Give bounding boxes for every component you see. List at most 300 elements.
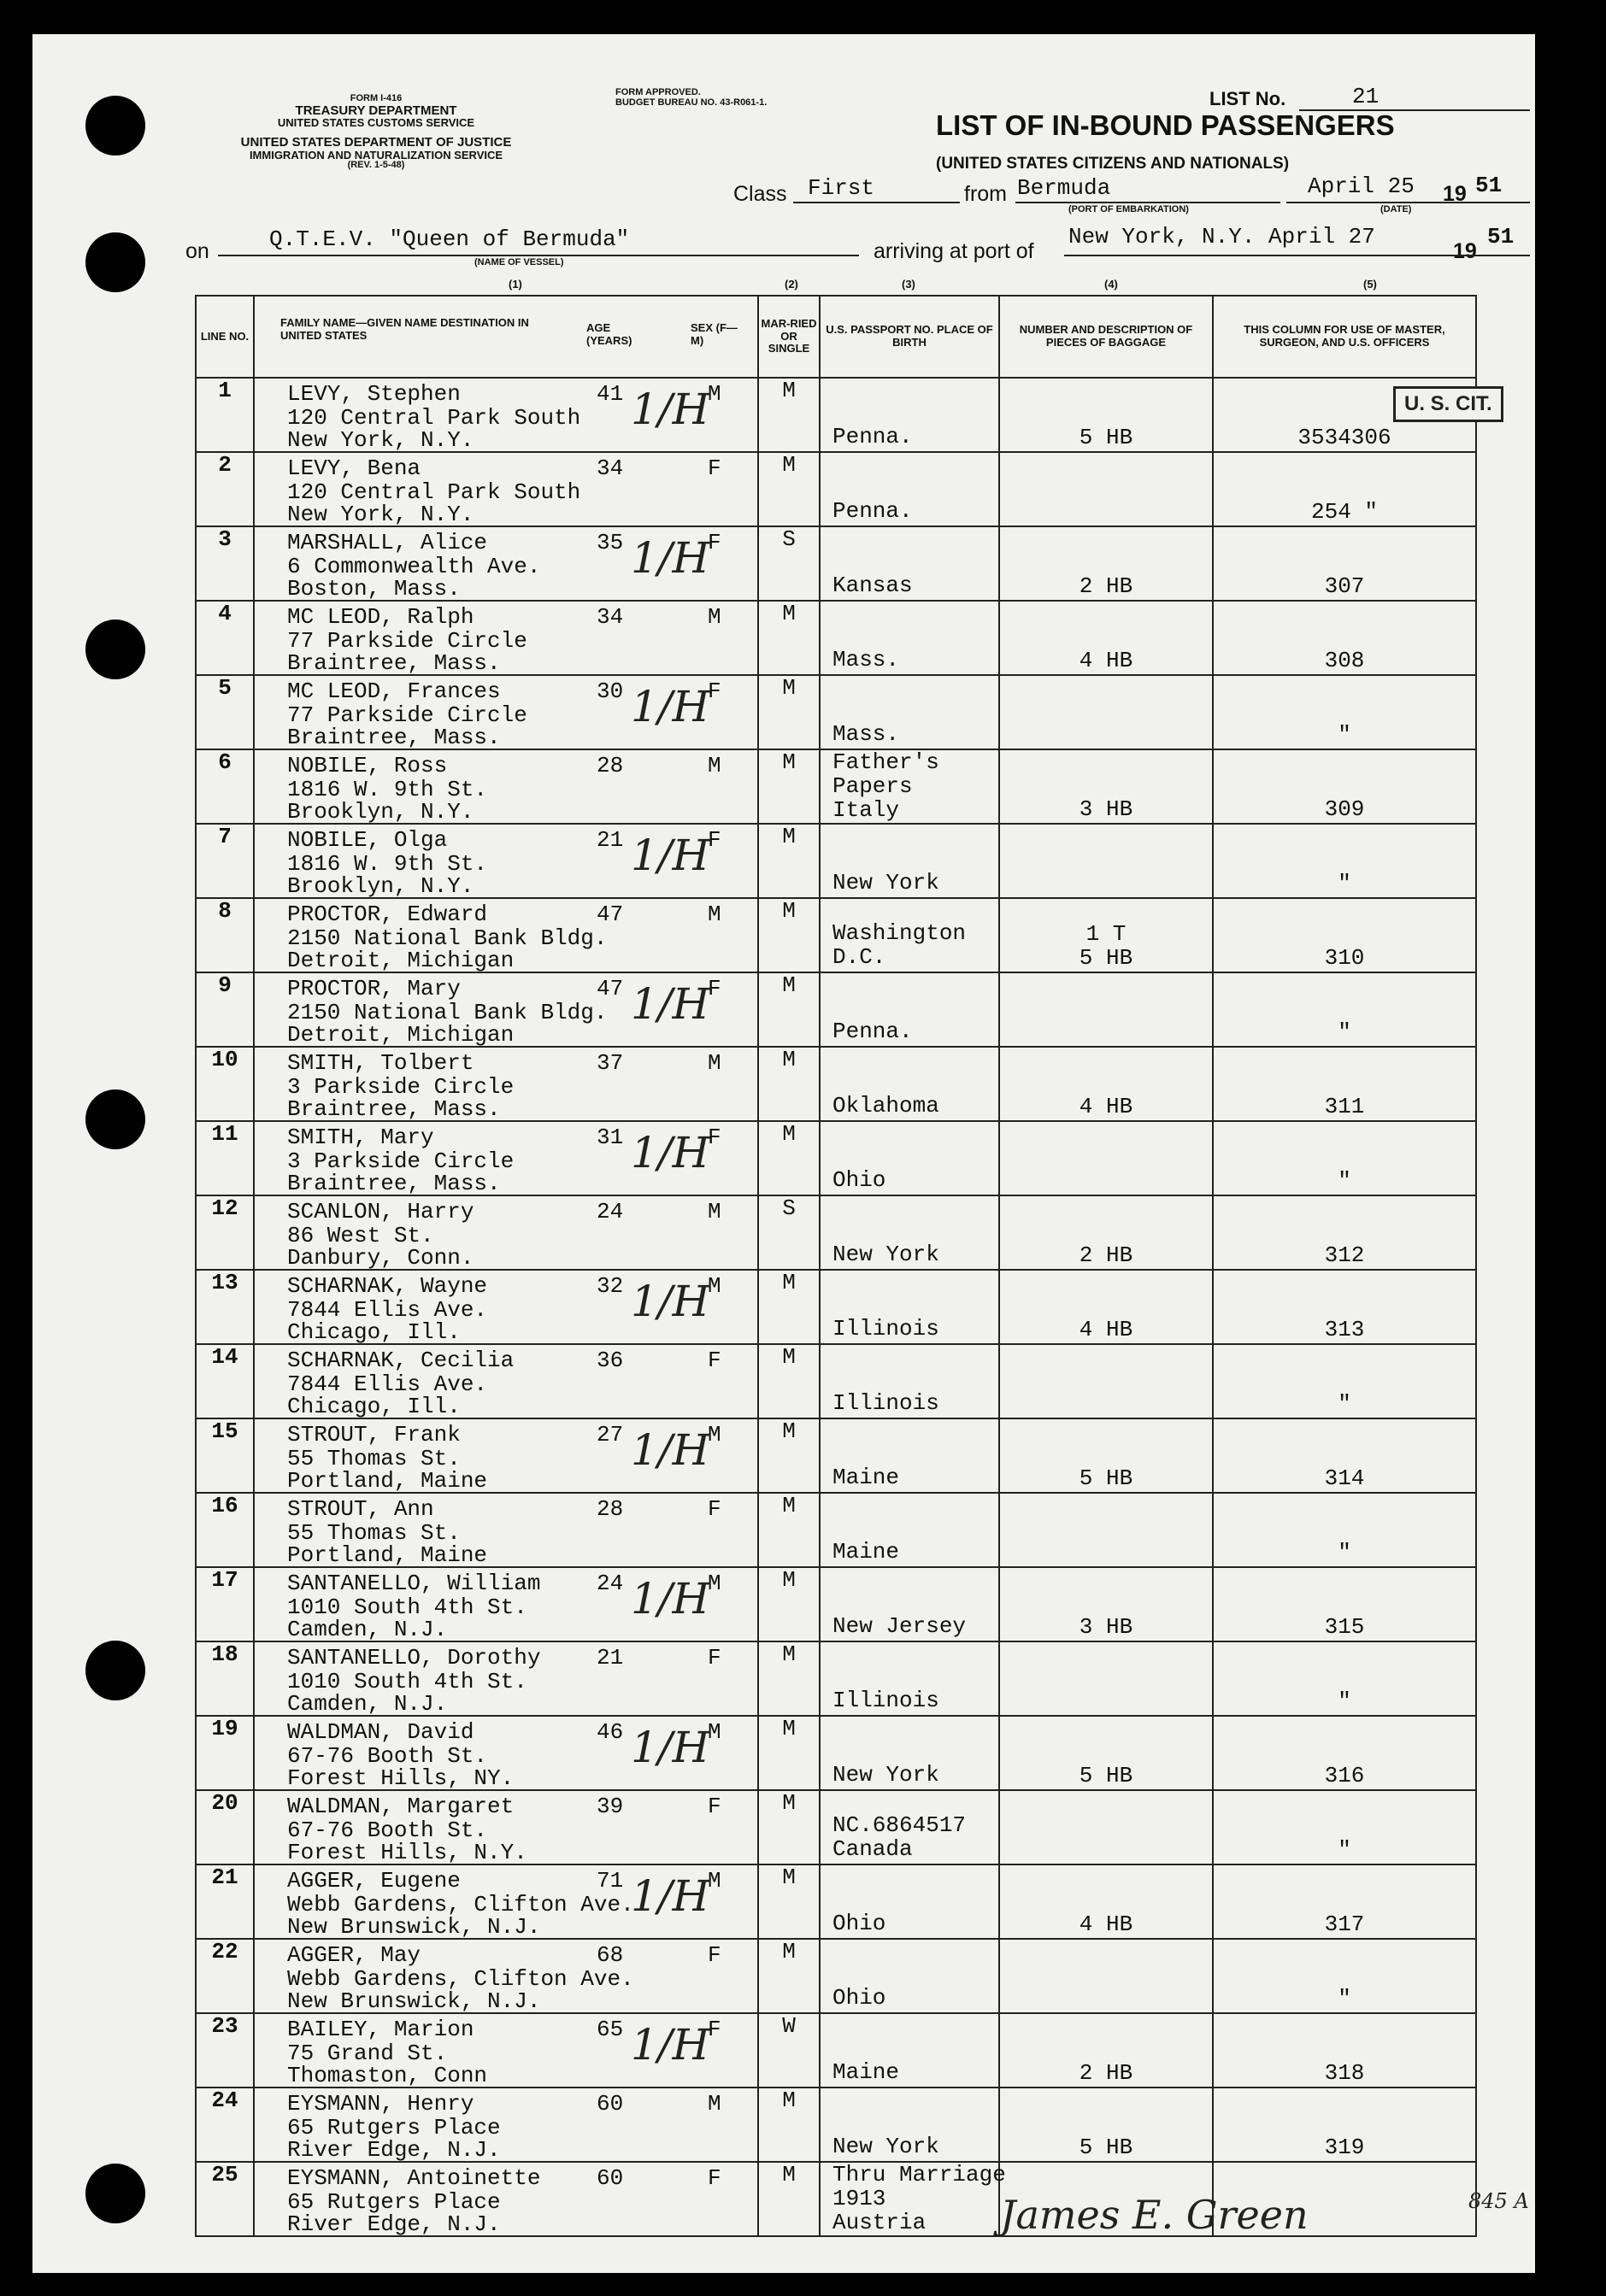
baggage-cell [999, 1195, 1213, 1270]
form-approval [615, 88, 767, 108]
departure-year: 51 [1475, 173, 1503, 198]
passenger-sex: M [708, 381, 721, 407]
destination-city: New Brunswick, N.J. [287, 1988, 541, 2014]
line-number: 6 [196, 749, 254, 824]
class-label: Class [733, 182, 787, 206]
destination-city: River Edge, N.J. [287, 2211, 501, 2237]
marital-status [758, 898, 820, 972]
baggage-cell [999, 898, 1213, 972]
date-line [1286, 202, 1530, 203]
table-row [196, 1121, 1476, 1195]
destination-city: Portland, Maine [287, 1542, 488, 1568]
destination-city: Danbury, Conn. [287, 1245, 474, 1271]
marital-status-value: M [782, 2162, 796, 2187]
officer-cell [1213, 1716, 1476, 1790]
dept-customs: UNITED STATES CUSTOMS SERVICE [277, 116, 475, 130]
place-of-birth-cell [820, 1864, 999, 1939]
place-of-birth: Washington D.C. [832, 920, 967, 970]
passenger-sex: M [708, 2091, 721, 2117]
place-of-birth-cell [820, 1195, 999, 1270]
table-row [196, 824, 1476, 898]
baggage: 5 HB [1079, 1465, 1133, 1491]
column-number: (2) [785, 278, 798, 291]
officer-entry: " [1338, 1688, 1351, 1714]
passenger-age: 24 [597, 1199, 624, 1224]
destination-city: Chicago, Ill. [287, 1319, 461, 1345]
form-revision: (REV. 1-5-48) [347, 160, 405, 171]
officer-cell [1213, 1121, 1476, 1195]
line-number: 2 [196, 452, 254, 526]
marital-status-value: M [782, 1493, 796, 1518]
list-number-label: LIST No. [1209, 88, 1286, 109]
place-of-birth-cell [820, 526, 999, 601]
officer-cell [1213, 1418, 1476, 1493]
table-row [196, 1418, 1476, 1493]
budget-bureau-no: BUDGET BUREAU NO. 43-R061-1. [615, 97, 768, 108]
line-number: 21 [196, 1864, 254, 1939]
place-of-birth-cell [820, 378, 999, 452]
marital-status-value: W [782, 2013, 796, 2039]
destination-city: Chicago, Ill. [287, 1394, 461, 1419]
place-of-birth: Illinois [832, 1688, 939, 1713]
marital-status-value: M [782, 1790, 796, 1816]
destination-street: 67-76 Booth St. [287, 1743, 488, 1769]
table-row [196, 1641, 1476, 1716]
passenger-age: 68 [597, 1942, 624, 1968]
destination-street: Webb Gardens, Clifton Ave. [287, 1966, 634, 1992]
marital-status-value: M [782, 1270, 796, 1295]
passenger-age: 37 [597, 1050, 624, 1076]
marital-status [758, 1418, 820, 1493]
destination-street: 3 Parkside Circle [287, 1074, 515, 1100]
passenger-cell [254, 1567, 758, 1641]
destination-street: 1816 W. 9th St. [287, 777, 488, 802]
passenger-sex: F [708, 1496, 721, 1522]
passenger-cell [254, 2013, 758, 2088]
baggage-cell [999, 378, 1213, 452]
baggage-cell [999, 526, 1213, 601]
place-of-birth: Father's Papers Italy [832, 749, 939, 823]
officer-entry: 317 [1324, 1911, 1365, 1937]
col-header-baggage: NUMBER AND DESCRIPTION OF PIECES OF BAGGAGE [999, 296, 1213, 378]
destination-city: Forest Hills, NY. [287, 1765, 515, 1791]
port-caption: (PORT OF EMBARKATION) [1068, 204, 1189, 214]
marital-status-value: M [782, 1864, 796, 1890]
destination-street: 65 Rutgers Place [287, 2189, 501, 2215]
place-of-birth-cell [820, 2162, 1006, 2236]
place-of-birth: Ohio [832, 1985, 886, 2011]
officer-cell [1213, 824, 1476, 898]
destination-city: Braintree, Mass. [287, 1171, 501, 1196]
destination-street: 67-76 Booth St. [287, 1817, 488, 1843]
place-of-birth: Thru Marriage 1913 Austria [832, 2162, 1006, 2235]
place-of-birth-cell [820, 1344, 999, 1418]
passenger-age: 65 [597, 2017, 624, 2042]
passenger-name: AGGER, Eugene [287, 1868, 461, 1894]
arrival-year-prefix: 19 [1453, 239, 1477, 263]
inspection-check-mark: 1/H [631, 1723, 710, 1772]
officer-cell [1213, 1641, 1476, 1716]
col-header-officers: THIS COLUMN FOR USE OF MASTER, SURGEON, AND U.S. OFFICERS [1213, 296, 1476, 378]
place-of-birth: Illinois [832, 1316, 939, 1342]
passenger-cell [254, 601, 758, 675]
table-row [196, 1864, 1476, 1939]
destination-street: 7844 Ellis Ave. [287, 1371, 488, 1397]
officer-cell [1213, 2088, 1476, 2162]
passenger-cell [254, 1493, 758, 1567]
passenger-sex: M [708, 1050, 721, 1076]
departure-year-prefix: 19 [1443, 182, 1467, 206]
class-value: First [808, 175, 875, 201]
place-of-birth: Maine [832, 1465, 900, 1490]
place-of-birth: New York [832, 1242, 939, 1267]
passenger-age: 30 [597, 678, 624, 704]
column-number: (3) [902, 278, 915, 291]
place-of-birth-cell [820, 1939, 999, 2013]
officer-entry: 312 [1324, 1242, 1365, 1268]
table-row [196, 972, 1476, 1047]
passenger-cell [254, 1121, 758, 1195]
marital-status [758, 601, 820, 675]
officer-entry: 318 [1324, 2060, 1365, 2086]
officer-cell [1213, 1270, 1476, 1344]
passenger-name: MC LEOD, Ralph [287, 604, 474, 630]
officer-cell [1213, 1195, 1476, 1270]
passenger-name: SANTANELLO, William [287, 1571, 541, 1596]
marital-status-value: S [782, 526, 796, 552]
destination-street: 6 Commonwealth Ave. [287, 554, 541, 579]
passenger-age: 27 [597, 1422, 624, 1447]
passenger-sex: F [708, 1645, 721, 1671]
place-of-birth-cell [820, 972, 999, 1047]
place-of-birth-cell [820, 2013, 999, 2088]
baggage-cell [999, 675, 1213, 749]
destination-street: 1010 South 4th St. [287, 1594, 527, 1620]
baggage: 4 HB [1079, 1317, 1133, 1342]
line-number: 18 [196, 1641, 254, 1716]
form-number: FORM I-416 [350, 93, 403, 103]
destination-street: 86 West St. [287, 1223, 434, 1248]
passenger-cell [254, 1270, 758, 1344]
port-of-embarkation: Bermuda [1017, 175, 1111, 201]
marital-status-value: M [782, 452, 796, 478]
table-row [196, 526, 1476, 601]
table-row [196, 1939, 1476, 2013]
marital-status [758, 1716, 820, 1790]
passenger-name: BAILEY, Marion [287, 2017, 474, 2042]
marital-status [758, 824, 820, 898]
line-number: 16 [196, 1493, 254, 1567]
inspection-check-mark: 1/H [631, 1574, 710, 1624]
table-row [196, 675, 1476, 749]
table-row [196, 1270, 1476, 1344]
vessel-name: Q.T.E.V. "Queen of Bermuda" [269, 226, 630, 252]
embarkation-line [1015, 202, 1280, 203]
passenger-name: AGGER, May [287, 1942, 421, 1968]
destination-street: 3 Parkside Circle [287, 1148, 515, 1174]
place-of-birth-cell [820, 824, 999, 898]
destination-city: Camden, N.J. [287, 1617, 448, 1642]
baggage: 5 HB [1079, 2135, 1133, 2160]
baggage-cell [999, 972, 1213, 1047]
dept-justice: UNITED STATES DEPARTMENT OF JUSTICE [240, 134, 512, 150]
table-row [196, 2013, 1476, 2088]
passenger-cell [254, 526, 758, 601]
destination-city: Portland, Maine [287, 1468, 488, 1494]
passenger-cell [254, 1195, 758, 1270]
baggage: 3 HB [1079, 1614, 1133, 1640]
line-number: 20 [196, 1790, 254, 1864]
passenger-name: PROCTOR, Mary [287, 976, 461, 1001]
inspection-check-mark: 1/H [631, 1425, 710, 1475]
marital-status-value: M [782, 1641, 796, 1667]
passenger-age: 39 [597, 1794, 624, 1819]
passenger-name: STROUT, Frank [287, 1422, 461, 1447]
on-label: on [185, 239, 209, 263]
marital-status-value: M [782, 675, 796, 701]
officer-cell [1213, 1864, 1476, 1939]
baggage-cell [999, 1344, 1213, 1418]
destination-city: Braintree, Mass. [287, 725, 501, 750]
place-of-birth: Mass. [832, 721, 900, 747]
officer-entry: " [1338, 1019, 1351, 1045]
place-of-birth-cell [820, 898, 999, 972]
table-row [196, 1047, 1476, 1121]
passenger-age: 41 [597, 381, 624, 407]
passenger-age: 34 [597, 604, 624, 630]
passenger-name: MARSHALL, Alice [287, 530, 488, 555]
passenger-name: WALDMAN, David [287, 1719, 474, 1745]
arriving-label: arriving at port of [874, 239, 1034, 263]
baggage-cell [999, 2088, 1213, 2162]
passenger-name: STROUT, Ann [287, 1496, 434, 1522]
place-of-birth-cell [820, 1270, 999, 1344]
passenger-cell [254, 824, 758, 898]
passenger-cell [254, 1047, 758, 1121]
destination-street: 120 Central Park South [287, 405, 581, 431]
place-of-birth: New Jersey [832, 1613, 967, 1639]
passenger-sex: F [708, 827, 721, 853]
marital-status-value: M [782, 1047, 796, 1072]
table-row [196, 1716, 1476, 1790]
document-title: LIST OF IN-BOUND PASSENGERS [936, 109, 1395, 141]
officer-entry: " [1338, 1986, 1351, 2011]
passenger-sex: M [708, 1868, 721, 1894]
officer-cell [1213, 452, 1476, 526]
destination-street: 55 Thomas St. [287, 1446, 461, 1471]
arrival-year: 51 [1487, 224, 1515, 250]
dept-immigration: IMMIGRATION AND NATURALIZATION SERVICE [249, 148, 503, 161]
destination-city: Braintree, Mass. [287, 1096, 501, 1122]
baggage-cell [999, 1641, 1213, 1716]
place-of-birth: NC.6864517 Canada [832, 1812, 967, 1862]
place-of-birth: Maine [832, 2059, 900, 2085]
marital-status-value: M [782, 898, 796, 924]
passenger-sex: F [708, 1125, 721, 1150]
passenger-name: PROCTOR, Edward [287, 901, 488, 927]
marital-status [758, 675, 820, 749]
dept-treasury: TREASURY DEPARTMENT [295, 103, 457, 118]
officer-entry: 254 " [1310, 499, 1378, 525]
officer-entry: " [1338, 1391, 1351, 1417]
marital-status-value: M [782, 824, 796, 849]
passenger-cell [254, 2088, 758, 2162]
officer-entry: " [1338, 722, 1351, 748]
officer-cell [1213, 1939, 1476, 2013]
place-of-birth: Penna. [832, 424, 913, 449]
passenger-sex: F [708, 530, 721, 555]
passenger-sex: F [708, 678, 721, 704]
place-of-birth-cell [820, 1047, 999, 1121]
passenger-name: MC LEOD, Frances [287, 678, 501, 704]
passenger-name: SMITH, Tolbert [287, 1050, 474, 1076]
officer-entry: 307 [1324, 573, 1365, 599]
passenger-sex: F [708, 2017, 721, 2042]
marital-status [758, 1344, 820, 1418]
passenger-cell [254, 1864, 758, 1939]
place-of-birth: Maine [832, 1539, 900, 1565]
passenger-age: 36 [597, 1348, 624, 1373]
baggage-cell [999, 1270, 1213, 1344]
marital-status [758, 452, 820, 526]
place-of-birth: Oklahoma [832, 1093, 939, 1119]
document-subtitle: (UNITED STATES CITIZENS AND NATIONALS) [936, 155, 1290, 173]
baggage-cell [999, 749, 1213, 824]
passenger-age: 32 [597, 1273, 624, 1299]
passenger-name: LEVY, Stephen [287, 381, 461, 407]
marital-status [758, 378, 820, 452]
officer-cell [1213, 1344, 1476, 1418]
destination-street: 2150 National Bank Bldg. [287, 925, 608, 951]
passenger-sex: F [708, 455, 721, 481]
place-of-birth-cell [820, 601, 999, 675]
destination-city: Braintree, Mass. [287, 650, 501, 676]
passenger-name: NOBILE, Olga [287, 827, 448, 853]
passenger-cell [254, 1641, 758, 1716]
passenger-cell [254, 898, 758, 972]
officer-cell [1213, 1790, 1476, 1864]
place-of-birth-cell [820, 1641, 999, 1716]
officer-entry: 319 [1324, 2135, 1365, 2160]
passenger-name: EYSMANN, Henry [287, 2091, 474, 2117]
line-number: 7 [196, 824, 254, 898]
passenger-name: SCHARNAK, Cecilia [287, 1348, 515, 1373]
officer-entry: 308 [1324, 648, 1365, 673]
passenger-sex: M [708, 604, 721, 630]
us-citizen-stamp: U. S. CIT. [1393, 386, 1503, 422]
officer-signature: James E. Green [1000, 2192, 1309, 2238]
class-line [793, 202, 960, 203]
passenger-cell [254, 972, 758, 1047]
baggage-cell [999, 452, 1213, 526]
marital-status-value: M [782, 378, 796, 403]
baggage: 4 HB [1079, 1094, 1133, 1119]
table-row [196, 452, 1476, 526]
passenger-sex: M [708, 1273, 721, 1299]
form-approved: FORM APPROVED. [615, 87, 701, 97]
passenger-name: SCHARNAK, Wayne [287, 1273, 488, 1299]
line-number: 8 [196, 898, 254, 972]
table-header-row [196, 296, 1476, 378]
marital-status-value: S [782, 1195, 796, 1221]
passenger-cell [254, 1716, 758, 1790]
column-number: (5) [1363, 278, 1377, 291]
place-of-birth: Illinois [832, 1390, 939, 1416]
col-header-name-text: FAMILY NAME—GIVEN NAME DESTINATION IN UNITED STATES [280, 316, 529, 342]
arrival-port-date: New York, N.Y. April 27 [1068, 224, 1375, 250]
passenger-sex: F [708, 1942, 721, 1968]
line-number: 11 [196, 1121, 254, 1195]
destination-city: Thomaston, Conn [287, 2063, 488, 2088]
place-of-birth-cell [820, 1121, 999, 1195]
inspection-check-mark: 1/H [631, 385, 710, 434]
marital-status-value: M [782, 1716, 796, 1741]
signature-suffix: 845 A [1468, 2189, 1529, 2213]
marital-status [758, 1641, 820, 1716]
column-number: (4) [1104, 278, 1118, 291]
destination-street: 77 Parkside Circle [287, 702, 527, 728]
line-number: 3 [196, 526, 254, 601]
vessel-caption: (NAME OF VESSEL) [474, 257, 564, 267]
passenger-age: 46 [597, 1719, 624, 1745]
passenger-cell [254, 1790, 758, 1864]
marital-status-value: M [782, 1418, 796, 1444]
destination-street: 2150 National Bank Bldg. [287, 1000, 608, 1025]
place-of-birth-cell [820, 1567, 999, 1641]
from-label: from [964, 182, 1007, 206]
destination-street: 7844 Ellis Ave. [287, 1297, 488, 1323]
officer-cell [1213, 972, 1476, 1047]
destination-street: 1010 South 4th St. [287, 1669, 527, 1694]
passenger-sex: F [708, 2165, 721, 2191]
destination-street: 1816 W. 9th St. [287, 851, 488, 877]
marital-status [758, 1270, 820, 1344]
officer-cell [1213, 675, 1476, 749]
baggage: 5 HB [1079, 425, 1133, 450]
inspection-check-mark: 1/H [631, 1128, 710, 1177]
passenger-cell [254, 1344, 758, 1418]
passenger-sex: M [708, 1719, 721, 1745]
passenger-cell [254, 749, 758, 824]
passenger-age: 35 [597, 530, 624, 555]
inspection-check-mark: 1/H [631, 533, 710, 583]
officer-entry: 316 [1324, 1763, 1365, 1788]
officer-entry: " [1338, 1540, 1351, 1565]
officer-entry: 309 [1324, 796, 1365, 822]
passenger-age: 60 [597, 2091, 624, 2117]
officer-entry: " [1338, 1168, 1351, 1194]
place-of-birth: New York [832, 1762, 939, 1788]
marital-status-value: M [782, 601, 796, 626]
destination-city: New York, N.Y. [287, 427, 474, 453]
place-of-birth: Ohio [832, 1167, 886, 1193]
table-row [196, 1344, 1476, 1418]
baggage-cell [999, 1939, 1213, 2013]
baggage-cell [999, 1493, 1213, 1567]
passenger-age: 28 [597, 1496, 624, 1522]
inspection-check-mark: 1/H [631, 1277, 710, 1326]
line-number: 9 [196, 972, 254, 1047]
passenger-cell [254, 2162, 758, 2236]
line-number: 13 [196, 1270, 254, 1344]
destination-city: Brooklyn, N.Y. [287, 799, 474, 825]
baggage-cell [999, 1716, 1213, 1790]
passenger-name: WALDMAN, Margaret [287, 1794, 515, 1819]
col-header-line-no: LINE NO. [196, 296, 254, 378]
passenger-name: LEVY, Bena [287, 455, 421, 481]
passenger-age: 47 [597, 901, 624, 927]
destination-city: Camden, N.J. [287, 1691, 448, 1717]
